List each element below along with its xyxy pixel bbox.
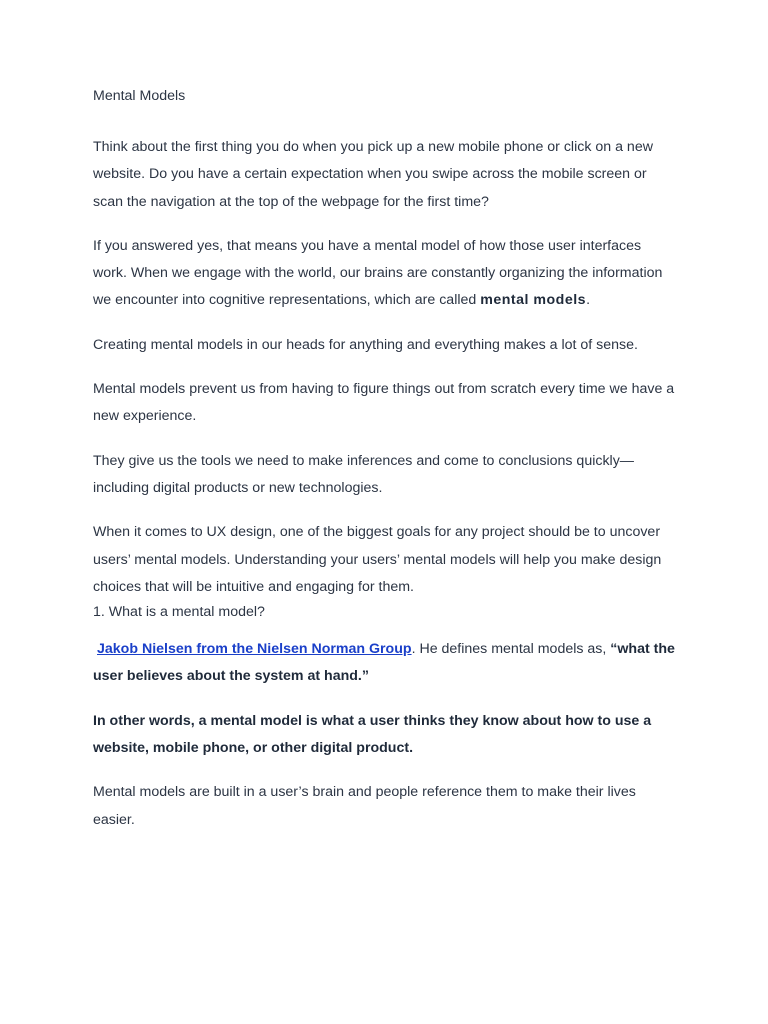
nielsen-norman-link[interactable]: Jakob Nielsen from the Nielsen Norman Group — [97, 641, 412, 658]
paragraph-answered-yes-text: If you answered yes, that means you have a mental model of how those user interfaces work. When we engage with the world, our brains are constantly organizing the information we encounter into cognitive representations, which are called — [93, 237, 663, 309]
mental-models-term: mental models — [480, 292, 587, 309]
paragraph-first-thing: Think about the first thing you do when you pick up a new mobile phone or click on a new website. Do you have a certain expectation when you swipe across the mobile screen or scan the navigation at the top of the webpage for the first time? — [93, 139, 653, 210]
paragraph-answered-yes-period: . — [586, 292, 591, 309]
paragraph-creating-models: Creating mental models in our heads for anything and everything makes a lot of sense. — [93, 336, 638, 353]
section-heading-what-is-mental-model: 1. What is a mental model? — [93, 604, 265, 621]
paragraph-built-in-brain: Mental models are built in a user’s brain and people reference them to make their lives easier. — [93, 784, 636, 828]
paragraph-nielsen-definition — [93, 636, 678, 691]
paragraph-answered-yes — [93, 233, 678, 315]
paragraph-prevent-scratch: Mental models prevent us from having to figure things out from scratch every time we have a new experience. — [93, 381, 675, 425]
document-content — [93, 85, 678, 834]
document-title: Mental Models — [93, 88, 186, 104]
paragraph-ux-design: When it comes to UX design, one of the biggest goals for any project should be to uncover users’ mental models. Understanding your users’ mental models will help you make design choices that will be intuitive and engaging for them. — [93, 524, 662, 595]
nielsen-definition-text: . He defines mental models as, — [411, 641, 611, 658]
nielsen-quote: “what the user believes about the system at hand.” — [93, 641, 675, 685]
paragraph-in-other-words: In other words, a mental model is what a user thinks they know about how to use a website, mobile phone, or other digital product. — [93, 712, 652, 757]
paragraph-tools: They give us the tools we need to make inferences and come to conclusions quickly—including digital products or new technologies. — [93, 452, 634, 496]
